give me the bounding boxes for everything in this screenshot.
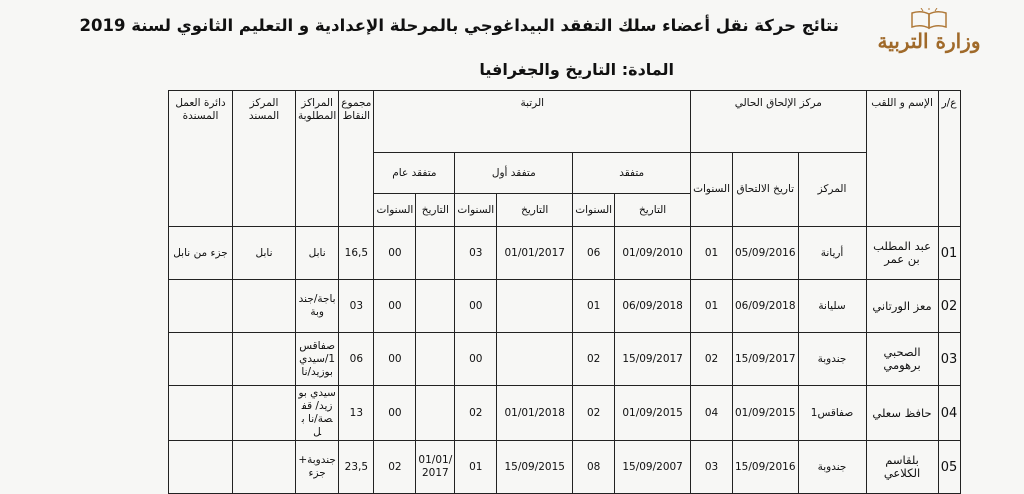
row-district — [169, 386, 233, 441]
header-general-inspector: متفقد عام — [374, 153, 455, 194]
row-gen-date — [416, 280, 455, 333]
row-center: سليانة — [798, 280, 866, 333]
row-points: 03 — [339, 280, 374, 333]
header-insp-date: التاريخ — [615, 194, 691, 227]
header-current-center: مركز الإلحاق الحالي — [691, 91, 866, 153]
row-years: 04 — [691, 386, 733, 441]
table-row — [169, 280, 961, 333]
table-row — [169, 333, 961, 386]
row-center: أريانة — [798, 227, 866, 280]
row-join-date: 15/09/2016 — [733, 441, 799, 494]
subject-heading: المادة: التاريخ والجغرافيا — [479, 60, 674, 79]
row-first-date: 01/01/2017 — [497, 227, 573, 280]
row-district — [169, 280, 233, 333]
row-requested: صفاقس 1/سيدي بوزيد/نا — [296, 333, 339, 386]
row-num: 04 — [938, 386, 960, 441]
row-points: 06 — [339, 333, 374, 386]
table-row — [169, 227, 961, 280]
row-center: صفاقس1 — [798, 386, 866, 441]
row-insp-date: 15/09/2017 — [615, 333, 691, 386]
header-gen-years: السنوات — [374, 194, 416, 227]
header-inspector: متفقد — [573, 153, 691, 194]
row-center: جندوبة — [798, 333, 866, 386]
row-gen-years: 00 — [374, 386, 416, 441]
row-assigned — [233, 333, 296, 386]
results-table — [168, 90, 961, 494]
row-district — [169, 441, 233, 494]
row-name: معز الورتاني — [866, 280, 938, 333]
row-first-years: 03 — [455, 227, 497, 280]
row-join-date: 05/09/2016 — [733, 227, 799, 280]
row-points: 16,5 — [339, 227, 374, 280]
row-join-date: 01/09/2015 — [733, 386, 799, 441]
row-requested: نابل — [296, 227, 339, 280]
row-insp-years: 06 — [573, 227, 615, 280]
row-assigned — [233, 386, 296, 441]
row-first-date: 15/09/2015 — [497, 441, 573, 494]
header-total-points: مجموع النقاط — [339, 91, 374, 227]
header-gen-date: التاريخ — [416, 194, 455, 227]
row-gen-date — [416, 333, 455, 386]
header-first-inspector: متفقد أول — [455, 153, 573, 194]
row-first-years: 00 — [455, 280, 497, 333]
header-assigned-district: دائرة العمل المسندة — [169, 91, 233, 227]
header-insp-years: السنوات — [573, 194, 615, 227]
row-requested: جندوبة+ جزء — [296, 441, 339, 494]
row-gen-years: 00 — [374, 227, 416, 280]
row-insp-years: 08 — [573, 441, 615, 494]
row-years: 01 — [691, 227, 733, 280]
row-assigned: نابل — [233, 227, 296, 280]
row-insp-date: 15/09/2007 — [615, 441, 691, 494]
row-requested: باجة/جندوبة — [296, 280, 339, 333]
row-center: جندوبة — [798, 441, 866, 494]
row-gen-years: 00 — [374, 333, 416, 386]
row-join-date: 15/09/2017 — [733, 333, 799, 386]
header-join-date: تاريخ الالتحاق — [733, 153, 799, 227]
header-center: المركز — [798, 153, 866, 227]
row-gen-date: /01/01 2017 — [416, 441, 455, 494]
row-first-date: 01/01/2018 — [497, 386, 573, 441]
row-assigned — [233, 280, 296, 333]
header-years: السنوات — [691, 153, 733, 227]
header-name: الإسم و اللقب — [866, 91, 938, 227]
page-title: نتائج حركة نقل أعضاء سلك التفقد البيداغوجي بالمرحلة الإعدادية و التعليم الثانوي لسنة 2019 — [79, 16, 839, 35]
row-name: الصحبي برهومي — [866, 333, 938, 386]
header-requested-centers: المراكز المطلوبة — [296, 91, 339, 227]
row-insp-date: 01/09/2015 — [615, 386, 691, 441]
ministry-logo — [874, 8, 984, 52]
table-row — [169, 441, 961, 494]
row-first-date — [497, 333, 573, 386]
row-district: جزء من نابل — [169, 227, 233, 280]
row-gen-date — [416, 227, 455, 280]
header-assigned-center: المركز المسند — [233, 91, 296, 227]
row-first-date — [497, 280, 573, 333]
row-insp-date: 06/09/2018 — [615, 280, 691, 333]
header-num: ع/ر — [938, 91, 960, 227]
row-assigned — [233, 441, 296, 494]
row-num: 05 — [938, 441, 960, 494]
row-requested: سيدي بوزيد/ قفصة/نا بل — [296, 386, 339, 441]
row-gen-date — [416, 386, 455, 441]
row-num: 01 — [938, 227, 960, 280]
table-row — [169, 386, 961, 441]
row-insp-years: 02 — [573, 386, 615, 441]
row-insp-years: 02 — [573, 333, 615, 386]
row-years: 03 — [691, 441, 733, 494]
row-points: 23,5 — [339, 441, 374, 494]
header-first-years: السنوات — [455, 194, 497, 227]
row-name: بلقاسم الكلاعي — [866, 441, 938, 494]
row-first-years: 00 — [455, 333, 497, 386]
row-years: 01 — [691, 280, 733, 333]
row-district — [169, 333, 233, 386]
row-name: عبد المطلب بن عمر — [866, 227, 938, 280]
row-years: 02 — [691, 333, 733, 386]
row-insp-date: 01/09/2010 — [615, 227, 691, 280]
header-first-date: التاريخ — [497, 194, 573, 227]
row-name: حافظ سعلي — [866, 386, 938, 441]
row-join-date: 06/09/2018 — [733, 280, 799, 333]
row-num: 02 — [938, 280, 960, 333]
row-gen-years: 02 — [374, 441, 416, 494]
row-first-years: 01 — [455, 441, 497, 494]
row-num: 03 — [938, 333, 960, 386]
row-gen-years: 00 — [374, 280, 416, 333]
row-insp-years: 01 — [573, 280, 615, 333]
logo-text: وزارة التربية — [877, 29, 981, 53]
header-rank: الرتبة — [374, 91, 691, 153]
row-first-years: 02 — [455, 386, 497, 441]
book-icon — [909, 8, 949, 30]
row-points: 13 — [339, 386, 374, 441]
